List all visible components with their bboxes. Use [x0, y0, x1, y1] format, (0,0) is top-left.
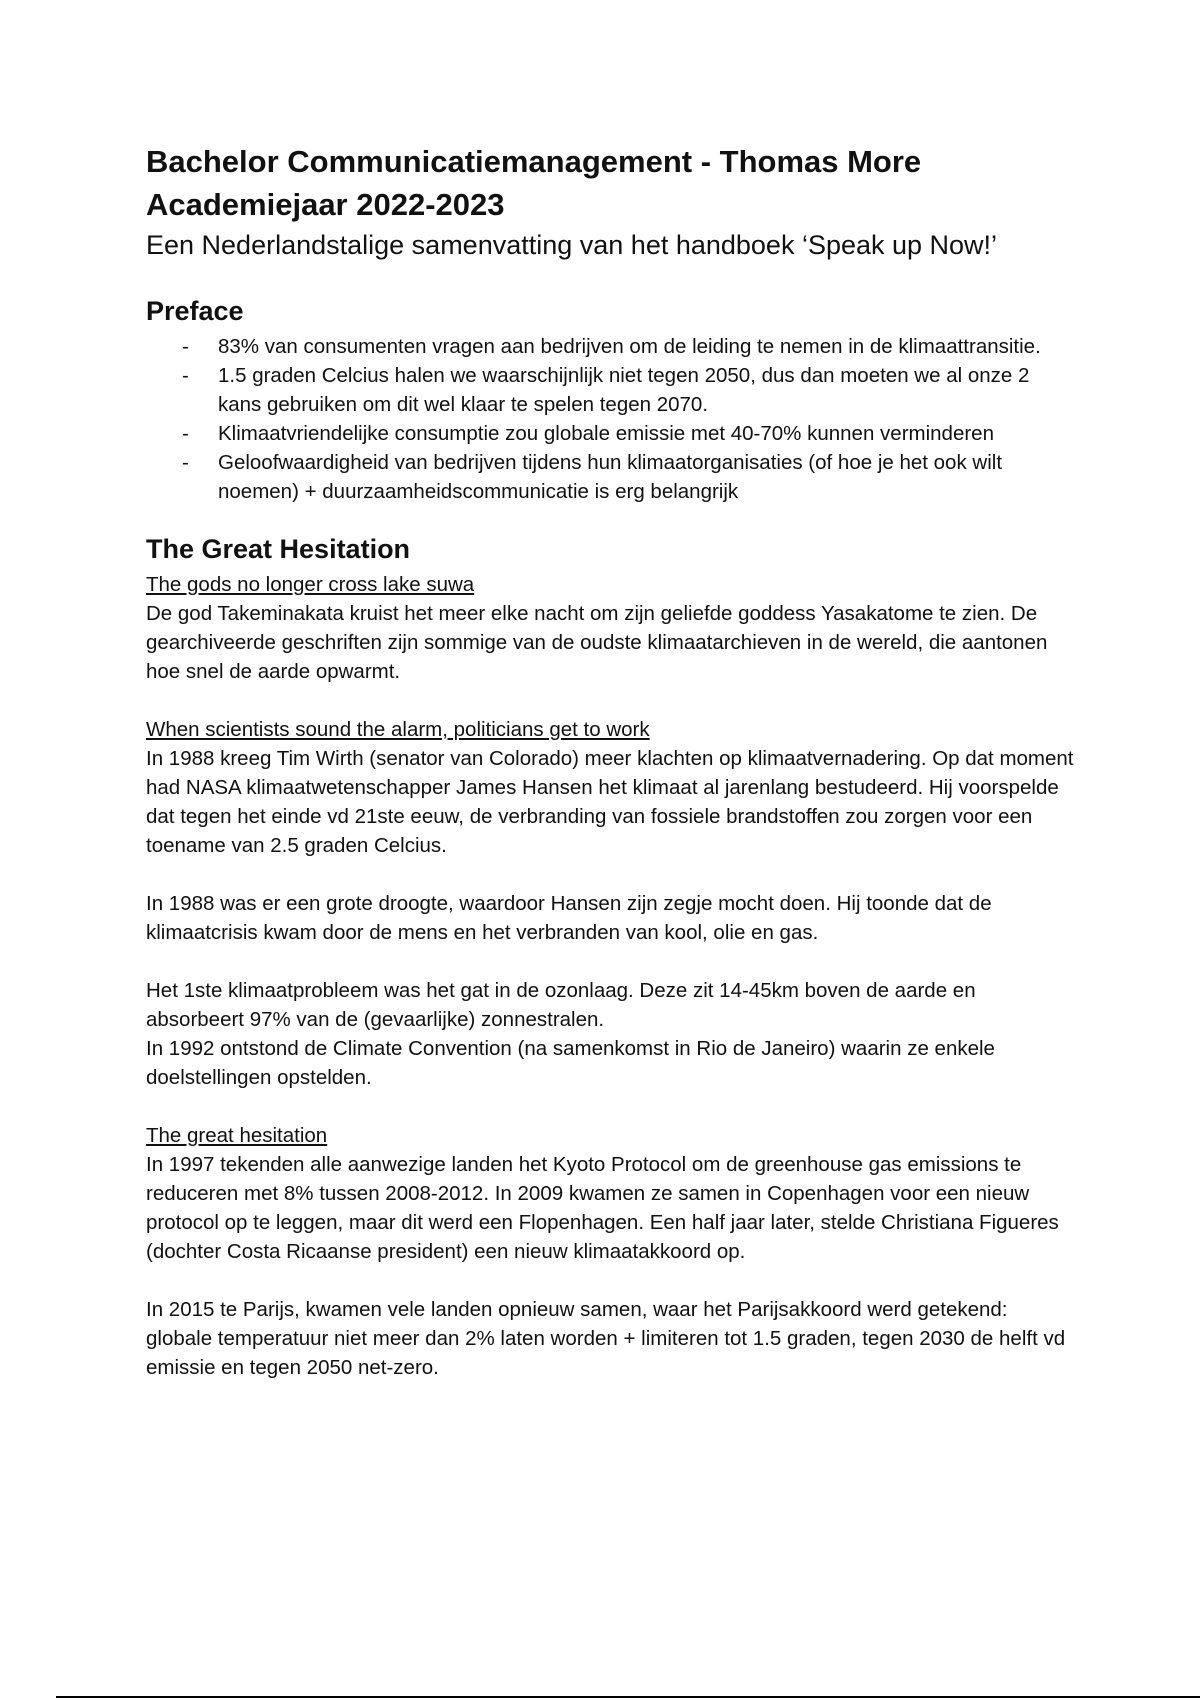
paragraph-kyoto: In 1997 tekenden alle aanwezige landen het Kyoto Protocol om de greenhouse gas emissions te reduceren met 8% tussen 2008-2012. In 2009 kwamen ze samen in Copenhagen voor een nieuw protocol op te leggen, maar dit werd een Flopenhagen. Een half jaar later, stelde Christiana Figueres (dochter Costa Ricaanse president) een nieuw klimaatakkoord op.	[146, 1153, 1059, 1263]
subheading-great-hesitation: The great hesitation	[146, 1124, 328, 1147]
preface-heading: Preface	[146, 296, 244, 326]
subheading-scientists-alarm: When scientists sound the alarm, politicians get to work	[146, 718, 650, 741]
title-line-1: Bachelor Communicatiemanagement - Thomas More	[146, 144, 922, 179]
paragraph-lake-suwa: De god Takeminakata kruist het meer elke nacht om zijn geliefde goddess Yasakatome te zien. De gearchiveerde geschriften zijn sommige van de oudste klimaatarchieven in de wereld, die aantonen hoe snel de aarde opwarmt.	[146, 602, 1048, 683]
list-item-text: 83% van consumenten vragen aan bedrijven om de leiding te nemen in de klimaattransitie.	[218, 335, 1041, 358]
list-item	[146, 332, 1076, 361]
page-bottom-divider	[56, 1696, 1200, 1698]
paragraph-climate-convention: In 1992 ontstond de Climate Convention (na samenkomst in Rio de Janeiro) waarin ze enkele doelstellingen opstelden.	[146, 1037, 995, 1089]
title-line-2: Academiejaar 2022-2023	[146, 187, 505, 222]
document-title	[146, 140, 1076, 226]
dash-bullet: -	[182, 364, 189, 387]
paragraph-ozone: Het 1ste klimaatprobleem was het gat in de ozonlaag. Deze zit 14-45km boven de aarde en absorbeert 97% van de (gevaarlijke) zonnestralen.	[146, 979, 976, 1031]
paragraph-paris: In 2015 te Parijs, kwamen vele landen opnieuw samen, waar het Parijsakkoord werd getekend: globale temperatuur niet meer dan 2% laten worden + limiteren tot 1.5 graden, tegen 2030 de helft vd emissie en tegen 2050 net-zero.	[146, 1298, 1066, 1379]
paragraph-spacer	[146, 1092, 1076, 1121]
document-page	[146, 140, 1076, 1382]
dash-bullet: -	[182, 451, 189, 474]
paragraph-spacer	[146, 947, 1076, 976]
paragraph-spacer	[146, 686, 1076, 715]
paragraph-spacer	[146, 1266, 1076, 1295]
preface-list	[146, 332, 1076, 506]
great-hesitation-heading: The Great Hesitation	[146, 534, 411, 564]
paragraph-tim-wirth: In 1988 kreeg Tim Wirth (senator van Colorado) meer klachten op klimaatvernadering. Op dat moment had NASA klimaatwetenschapper James Hansen het klimaat al jarenlang bestudeerd. Hij voorspelde dat tegen het einde vd 21ste eeuw, de verbranding van fossiele brandstoffen zou zorgen voor een toename van 2.5 graden Celcius.	[146, 747, 1074, 857]
paragraph-spacer	[146, 860, 1076, 889]
list-item	[146, 419, 1076, 448]
document-subtitle: Een Nederlandstalige samenvatting van het handboek ‘Speak up Now!’	[146, 230, 998, 260]
list-item-text: 1.5 graden Celcius halen we waarschijnlijk niet tegen 2050, dus dan moeten we al onze 2 kans gebruiken om dit wel klaar te spelen tegen 2070.	[218, 364, 1030, 416]
list-item-text: Geloofwaardigheid van bedrijven tijdens hun klimaatorganisaties (of hoe je het ook wilt noemen) + duurzaamheidscommunicatie is erg belangrijk	[218, 451, 1003, 503]
list-item	[146, 448, 1076, 506]
dash-bullet: -	[182, 422, 189, 445]
list-item-text: Klimaatvriendelijke consumptie zou globale emissie met 40-70% kunnen verminderen	[218, 422, 994, 445]
dash-bullet: -	[182, 335, 189, 358]
paragraph-drought: In 1988 was er een grote droogte, waardoor Hansen zijn zegje mocht doen. Hij toonde dat de klimaatcrisis kwam door de mens en het verbranden van kool, olie en gas.	[146, 892, 992, 944]
list-item	[146, 361, 1076, 419]
subheading-lake-suwa: The gods no longer cross lake suwa	[146, 573, 475, 596]
